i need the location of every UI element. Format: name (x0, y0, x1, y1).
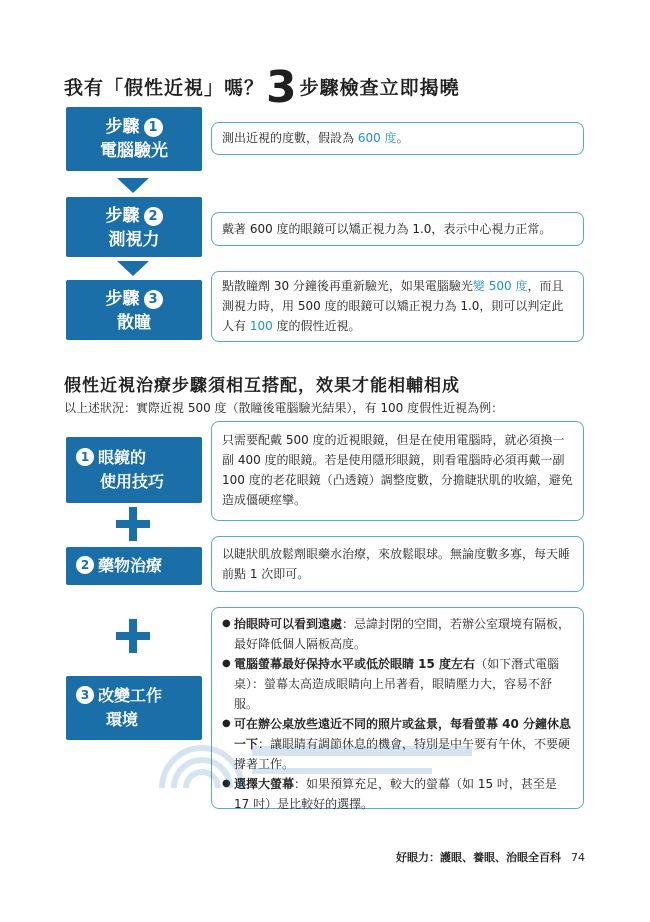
bullet-bold: 選擇大螢幕 (234, 777, 295, 791)
step3-desc-highlight: 變 500 度 (472, 279, 528, 293)
step2-name: 測視力 (108, 230, 160, 250)
method2-number: 2 (76, 556, 94, 574)
plus-icon (116, 507, 150, 541)
step1-desc-text: 測出近視的度數，假設為 (222, 131, 358, 145)
step2-box (66, 197, 202, 257)
bullet-bold: 電腦螢幕最好保持水平或低於眼睛 15 度左右 (234, 657, 476, 671)
page-number: 74 (571, 851, 585, 864)
step1-number: 1 (144, 118, 163, 137)
method2-description: 以睫狀肌放鬆劑眼藥水治療，來放鬆眼球。無論度數多寡，每天睡前點 1 次即可。 (211, 536, 584, 592)
method1-box (66, 437, 202, 503)
page-footer (396, 849, 585, 865)
step3-desc-text-end: 度的假性近視。 (272, 319, 361, 333)
step1-name: 電腦驗光 (100, 141, 168, 161)
section1-title-number: 3 (266, 62, 298, 113)
step1-desc-text-end: 。 (396, 131, 409, 145)
bullet-text: ：如果預算充足，較大的螢幕（如 15 吋，甚至是 17 吋）是比較好的選擇。 (234, 777, 557, 811)
step1-description (211, 122, 584, 155)
step3-desc-text-2: ，而且測視力時，用 500 度的眼鏡可以矯正視力為 1.0，則可以判定此人有 (222, 279, 564, 333)
method1-name-line1: 眼鏡的 (98, 448, 147, 467)
step3-desc-text: 點散瞳劑 30 分鐘後再重新驗光，如果電腦驗光 (222, 279, 473, 293)
bullet-item (222, 614, 573, 654)
method3-name-line1: 改變工作 (98, 686, 163, 705)
step2-description (211, 212, 584, 246)
book-title: 好眼力：護眼、養眼、治眼全百科 (396, 851, 561, 864)
method3-number: 3 (76, 686, 94, 704)
method3-name-line2: 環境 (106, 710, 139, 729)
step2-label: 步驟 (105, 206, 140, 226)
step1-box (66, 107, 202, 171)
method2-name: 藥物治療 (98, 556, 163, 575)
method1-name-line2: 使用技巧 (100, 472, 165, 491)
plus-icon (116, 619, 150, 653)
bullet-item (222, 774, 573, 814)
section2-subtitle: 以上述狀況：實際近視 500 度（散瞳後電腦驗光結果），有 100 度假性近視為例： (64, 401, 504, 415)
step1-label: 步驟 (105, 117, 140, 137)
step3-name: 散瞳 (117, 313, 151, 333)
method3-bullet-list (222, 614, 573, 814)
arrow-down-icon (117, 178, 149, 193)
bullet-text: （如下潛式電腦桌）：螢幕太高造成眼睛向上吊著看，眼睛壓力大，容易不舒服。 (234, 657, 560, 711)
step3-desc-highlight-2: 100 (249, 319, 273, 333)
step1-desc-highlight: 600 度 (357, 131, 397, 145)
section1-title-post: 步驟檢查立即揭曉 (299, 77, 460, 99)
method3-box (66, 676, 202, 740)
method1-description: 只需要配戴 500 度的近視眼鏡，但是在使用電腦時，就必須換一副 400 度的眼鏡。若是使用隱形眼鏡，則看電腦時必須再戴一副 100 度的老花眼鏡（凸透鏡）調整度數，分擔睫狀肌的收縮，避免造成僵硬痙攣。 (211, 421, 584, 521)
arrow-down-icon (117, 261, 149, 276)
section1-title (64, 62, 460, 113)
step3-label: 步驟 (105, 289, 140, 309)
step3-number: 3 (144, 290, 163, 309)
method3-description (211, 607, 584, 809)
section2-title: 假性近視治療步驟須相互搭配，效果才能相輔相成 (64, 376, 460, 396)
section1-title-pre: 我有「假性近視」嗎？ (64, 77, 265, 99)
bullet-text: ：忌諱封閉的空間，若辦公室環境有隔板，最好降低個人隔板高度。 (234, 617, 571, 651)
bullet-bold: 可在辦公桌放些遠近不同的照片或盆景，每看螢幕 40 分鐘休息一下 (234, 717, 572, 751)
step3-description (211, 271, 584, 342)
step2-desc-text: 戴著 600 度的眼鏡可以矯正視力為 1.0，表示中心視力正常。 (222, 222, 552, 236)
bullet-item (222, 654, 573, 714)
method1-number: 1 (76, 448, 94, 466)
bullet-bold: 抬眼時可以看到遠處 (234, 617, 343, 631)
bullet-item (222, 714, 573, 774)
bullet-text: ：讓眼睛有調節休息的機會，特別是中午要有午休，不要硬撐著工作。 (234, 737, 571, 771)
method2-box (66, 547, 202, 585)
step3-box (66, 280, 202, 340)
step2-number: 2 (144, 207, 163, 226)
